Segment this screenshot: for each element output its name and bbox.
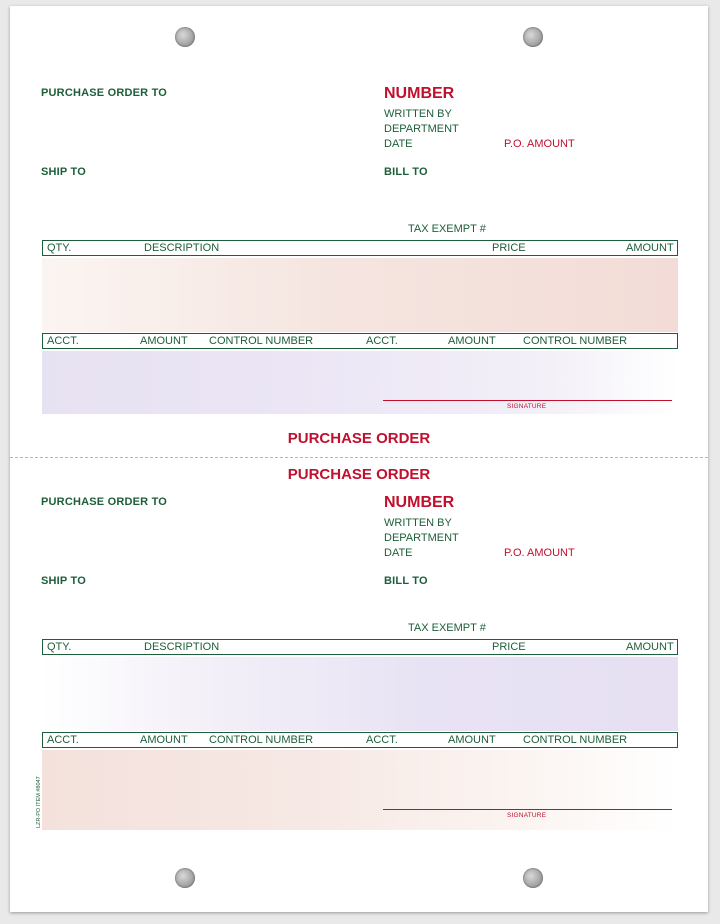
- signature-label: SIGNATURE: [507, 812, 547, 819]
- amount-header: AMOUNT: [626, 641, 674, 653]
- account-header-row: [42, 732, 678, 748]
- number-label: NUMBER: [384, 85, 455, 102]
- price-header: PRICE: [492, 641, 526, 653]
- signature-label: SIGNATURE: [507, 403, 547, 410]
- written-by-label: WRITTEN BY: [384, 108, 452, 120]
- po-amount-label: P.O. AMOUNT: [504, 138, 575, 150]
- account-area: [42, 351, 678, 414]
- control-number-header: CONTROL NUMBER: [523, 335, 628, 347]
- acct-header: ACCT.: [47, 734, 79, 746]
- po-amount-label: P.O. AMOUNT: [504, 547, 575, 559]
- control-number-header: CONTROL NUMBER: [209, 335, 314, 347]
- department-label: DEPARTMENT: [384, 123, 459, 135]
- description-header: DESCRIPTION: [144, 641, 220, 653]
- form-title: PURCHASE ORDER: [287, 466, 431, 483]
- account-header-row: [42, 333, 678, 349]
- bill-to-label: BILL TO: [384, 575, 428, 587]
- purchase-order-sheet: [10, 6, 708, 912]
- qty-header: QTY.: [47, 641, 72, 653]
- signature-line: [383, 400, 672, 401]
- qty-header: QTY.: [47, 242, 72, 254]
- written-by-label: WRITTEN BY: [384, 517, 452, 529]
- punch-hole-icon: [175, 868, 195, 888]
- items-header-row: [42, 639, 678, 655]
- price-header: PRICE: [492, 242, 526, 254]
- perforation-line: [10, 457, 708, 458]
- signature-line: [383, 809, 672, 810]
- account-area: [42, 750, 678, 830]
- acct-header: ACCT.: [47, 335, 79, 347]
- department-label: DEPARTMENT: [384, 532, 459, 544]
- date-label: DATE: [384, 138, 413, 150]
- number-label: NUMBER: [384, 494, 455, 511]
- amount-header: AMOUNT: [140, 335, 188, 347]
- acct-header: ACCT.: [366, 335, 398, 347]
- tax-exempt-label: TAX EXEMPT #: [408, 622, 486, 634]
- control-number-header: CONTROL NUMBER: [209, 734, 314, 746]
- amount-header: AMOUNT: [140, 734, 188, 746]
- amount-header: AMOUNT: [448, 335, 496, 347]
- acct-header: ACCT.: [366, 734, 398, 746]
- bill-to-label: BILL TO: [384, 166, 428, 178]
- form-item-code: LZR-PO ITEM #8047: [36, 776, 42, 828]
- items-header-row: [42, 240, 678, 256]
- purchase-order-to-label: PURCHASE ORDER TO: [41, 496, 168, 508]
- ship-to-label: SHIP TO: [41, 166, 87, 178]
- purchase-order-to-label: PURCHASE ORDER TO: [41, 87, 168, 99]
- punch-hole-icon: [523, 27, 543, 47]
- items-area: [42, 258, 678, 332]
- amount-header: AMOUNT: [626, 242, 674, 254]
- punch-hole-icon: [175, 27, 195, 47]
- date-label: DATE: [384, 547, 413, 559]
- amount-header: AMOUNT: [448, 734, 496, 746]
- tax-exempt-label: TAX EXEMPT #: [408, 223, 486, 235]
- form-title: PURCHASE ORDER: [287, 430, 431, 447]
- punch-hole-icon: [523, 868, 543, 888]
- items-area: [42, 657, 678, 731]
- ship-to-label: SHIP TO: [41, 575, 87, 587]
- description-header: DESCRIPTION: [144, 242, 220, 254]
- control-number-header: CONTROL NUMBER: [523, 734, 628, 746]
